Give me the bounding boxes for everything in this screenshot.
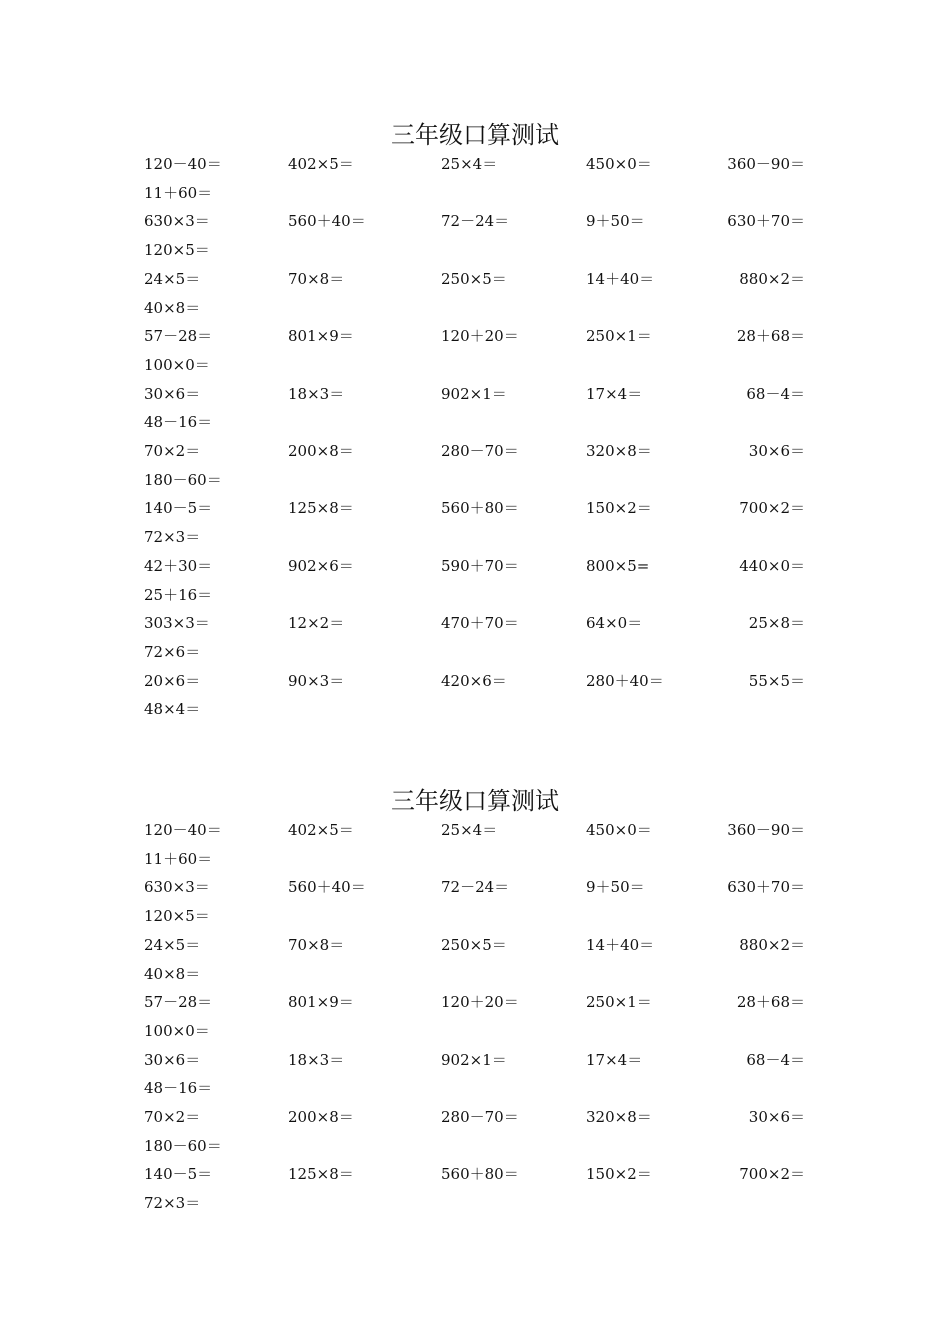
problem-row — [0, 437, 950, 465]
arithmetic-problem: 42＋30＝ — [144, 556, 213, 575]
arithmetic-problem: 320×8＝ — [586, 442, 652, 460]
arithmetic-problem: 120＋20＝ — [441, 993, 519, 1012]
arithmetic-problem: 320×8＝ — [586, 1108, 652, 1126]
arithmetic-problem: 48×4＝ — [144, 700, 201, 719]
arithmetic-problem: 14＋40＝ — [586, 935, 655, 954]
arithmetic-problem: 140－5＝ — [144, 499, 213, 518]
arithmetic-problem: 72×6＝ — [144, 642, 201, 661]
arithmetic-problem: 25＋16＝ — [144, 585, 213, 604]
arithmetic-problem: 630×3＝ — [144, 212, 210, 231]
arithmetic-problem: 120×5＝ — [144, 907, 210, 926]
arithmetic-problem: 12×2＝ — [288, 614, 345, 633]
worksheet-title: 三年级口算测试 — [391, 787, 559, 815]
arithmetic-problem: 72－24＝ — [441, 878, 510, 897]
arithmetic-problem: 18×3＝ — [288, 384, 345, 403]
problem-row — [0, 988, 950, 1016]
arithmetic-problem: 180－60＝ — [144, 470, 222, 489]
arithmetic-problem: 9＋50＝ — [586, 878, 645, 897]
arithmetic-problem: 402×5＝ — [288, 155, 354, 173]
arithmetic-problem: 200×8＝ — [288, 1108, 354, 1126]
problem-row — [0, 322, 950, 350]
arithmetic-problem: 17×4＝ — [586, 1050, 643, 1069]
arithmetic-problem: 20×6＝ — [144, 671, 201, 690]
problem-row — [0, 294, 950, 322]
problem-row — [0, 1017, 950, 1045]
problem-row — [0, 695, 950, 723]
arithmetic-problem: 40×8＝ — [144, 298, 201, 317]
problem-row — [0, 1160, 950, 1188]
arithmetic-problem: 560＋40＝ — [288, 878, 366, 897]
problem-row — [0, 351, 950, 379]
worksheet-title: 三年级口算测试 — [391, 121, 559, 149]
arithmetic-problem: 72－24＝ — [441, 212, 510, 231]
arithmetic-problem: 440×0＝ — [739, 556, 805, 575]
arithmetic-problem: 560＋80＝ — [441, 499, 519, 518]
arithmetic-problem: 57－28＝ — [144, 327, 213, 346]
arithmetic-problem: 800×5= — [586, 556, 650, 575]
arithmetic-problem: 25×8＝ — [748, 614, 805, 633]
arithmetic-problem: 450×0＝ — [586, 155, 652, 173]
arithmetic-problem: 55×5＝ — [748, 671, 805, 690]
arithmetic-problem: 70×8＝ — [288, 269, 345, 288]
arithmetic-problem: 150×2＝ — [586, 1165, 652, 1184]
problem-row — [0, 609, 950, 637]
problem-row — [0, 1189, 950, 1217]
arithmetic-problem: 200×8＝ — [288, 442, 354, 460]
arithmetic-problem: 72×3＝ — [144, 528, 201, 547]
arithmetic-problem: 700×2＝ — [739, 1165, 805, 1184]
arithmetic-problem: 360－90＝ — [727, 155, 805, 173]
arithmetic-problem: 470＋70＝ — [441, 614, 519, 633]
problem-row — [0, 1132, 950, 1160]
problem-row — [0, 207, 950, 235]
arithmetic-problem: 902×6＝ — [288, 556, 354, 575]
arithmetic-problem: 48－16＝ — [144, 1079, 213, 1098]
arithmetic-problem: 700×2＝ — [739, 499, 805, 518]
problem-row — [0, 523, 950, 551]
problem-row — [0, 931, 950, 959]
problem-row — [0, 960, 950, 988]
arithmetic-problem: 250×1＝ — [586, 327, 652, 346]
problem-row — [0, 902, 950, 930]
arithmetic-problem: 28＋68＝ — [736, 993, 805, 1012]
arithmetic-problem: 17×4＝ — [586, 384, 643, 403]
arithmetic-problem: 40×8＝ — [144, 964, 201, 983]
arithmetic-problem: 24×5＝ — [144, 269, 201, 288]
arithmetic-problem: 30×6＝ — [748, 1108, 805, 1126]
problem-row — [0, 236, 950, 264]
arithmetic-problem: 280－70＝ — [441, 442, 519, 460]
problem-row — [0, 380, 950, 408]
arithmetic-problem: 280－70＝ — [441, 1108, 519, 1126]
arithmetic-problem: 30×6＝ — [144, 1050, 201, 1069]
problem-row — [0, 179, 950, 207]
arithmetic-problem: 68－4＝ — [746, 384, 805, 403]
arithmetic-problem: 70×8＝ — [288, 935, 345, 954]
problem-row — [0, 638, 950, 666]
arithmetic-problem: 560＋80＝ — [441, 1165, 519, 1184]
arithmetic-problem: 630＋70＝ — [727, 212, 805, 231]
problem-row — [0, 1074, 950, 1102]
arithmetic-problem: 450×0＝ — [586, 821, 652, 839]
arithmetic-problem: 64×0＝ — [586, 614, 643, 633]
arithmetic-problem: 630＋70＝ — [727, 878, 805, 897]
arithmetic-problem: 57－28＝ — [144, 993, 213, 1012]
arithmetic-problem: 90×3＝ — [288, 671, 345, 690]
arithmetic-problem: 100×0＝ — [144, 355, 210, 374]
problem-row — [0, 873, 950, 901]
arithmetic-problem: 880×2＝ — [739, 269, 805, 288]
problem-row — [0, 494, 950, 522]
problem-row — [0, 581, 950, 609]
arithmetic-problem: 250×5＝ — [441, 269, 507, 288]
arithmetic-problem: 150×2＝ — [586, 499, 652, 518]
arithmetic-problem: 48－16＝ — [144, 413, 213, 432]
arithmetic-problem: 902×1＝ — [441, 1050, 507, 1069]
arithmetic-problem: 120－40＝ — [144, 155, 222, 173]
arithmetic-problem: 303×3＝ — [144, 614, 210, 633]
arithmetic-problem: 630×3＝ — [144, 878, 210, 897]
arithmetic-problem: 250×1＝ — [586, 993, 652, 1012]
arithmetic-problem: 70×2＝ — [144, 442, 201, 460]
arithmetic-problem: 11＋60＝ — [144, 849, 213, 868]
arithmetic-problem: 18×3＝ — [288, 1050, 345, 1069]
arithmetic-problem: 25×4＝ — [441, 155, 498, 173]
arithmetic-problem: 402×5＝ — [288, 821, 354, 839]
arithmetic-problem: 120＋20＝ — [441, 327, 519, 346]
arithmetic-problem: 180－60＝ — [144, 1136, 222, 1155]
arithmetic-problem: 880×2＝ — [739, 935, 805, 954]
arithmetic-problem: 120－40＝ — [144, 821, 222, 839]
arithmetic-problem: 70×2＝ — [144, 1108, 201, 1126]
arithmetic-problem: 560＋40＝ — [288, 212, 366, 231]
problem-row — [0, 816, 950, 844]
arithmetic-problem: 125×8＝ — [288, 1165, 354, 1184]
arithmetic-problem: 250×5＝ — [441, 935, 507, 954]
arithmetic-problem: 801×9＝ — [288, 327, 354, 346]
problem-row — [0, 552, 950, 580]
arithmetic-problem: 120×5＝ — [144, 241, 210, 260]
arithmetic-problem: 140－5＝ — [144, 1165, 213, 1184]
arithmetic-problem: 14＋40＝ — [586, 269, 655, 288]
arithmetic-problem: 420×6＝ — [441, 671, 507, 690]
problem-row — [0, 150, 950, 178]
arithmetic-problem: 801×9＝ — [288, 993, 354, 1012]
problem-row — [0, 1103, 950, 1131]
arithmetic-problem: 72×3＝ — [144, 1194, 201, 1213]
problem-row — [0, 845, 950, 873]
arithmetic-problem: 11＋60＝ — [144, 183, 213, 202]
arithmetic-problem: 30×6＝ — [748, 442, 805, 460]
arithmetic-problem: 9＋50＝ — [586, 212, 645, 231]
arithmetic-problem: 68－4＝ — [746, 1050, 805, 1069]
arithmetic-problem: 125×8＝ — [288, 499, 354, 518]
arithmetic-problem: 280＋40＝ — [586, 671, 664, 690]
arithmetic-problem: 360－90＝ — [727, 821, 805, 839]
arithmetic-problem: 24×5＝ — [144, 935, 201, 954]
problem-row — [0, 667, 950, 695]
arithmetic-problem: 30×6＝ — [144, 384, 201, 403]
arithmetic-problem: 100×0＝ — [144, 1021, 210, 1040]
arithmetic-problem: 590＋70＝ — [441, 556, 519, 575]
arithmetic-problem: 28＋68＝ — [736, 327, 805, 346]
problem-row — [0, 1046, 950, 1074]
arithmetic-problem: 25×4＝ — [441, 821, 498, 839]
problem-row — [0, 408, 950, 436]
problem-row — [0, 265, 950, 293]
arithmetic-problem: 902×1＝ — [441, 384, 507, 403]
problem-row — [0, 466, 950, 494]
